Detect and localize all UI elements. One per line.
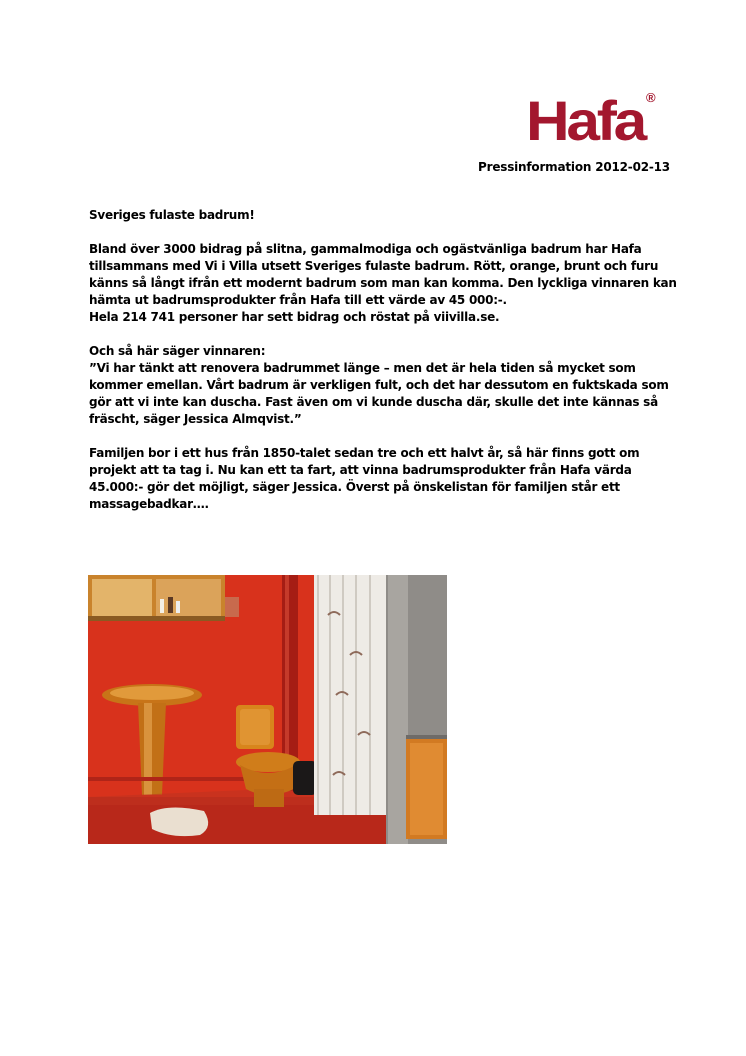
text-line: kommer emellan. Vårt badrum är verkligen fult, och det har dessutom en fuktskada som <box>89 378 669 392</box>
text-line: gör att vi inte kan duscha. Fast även om vi kunde duscha där, skulle det inte kännas så <box>89 395 658 409</box>
text-line: Hela 214 741 personer har sett bidrag och röstat på viivilla.se. <box>89 310 500 324</box>
text-line: projekt att ta tag i. Nu kan ett ta fart, att vinna badrumsprodukter från Hafa värda <box>89 463 632 477</box>
text-line: Bland över 3000 bidrag på slitna, gammalmodiga och ogästvänliga badrum har Hafa <box>89 242 642 256</box>
bathroom-photo <box>88 575 447 844</box>
text-line: massagebadkar…. <box>89 497 209 511</box>
text-line: Familjen bor i ett hus från 1850-talet sedan tre och ett halvt år, så här finns gott om <box>89 446 640 460</box>
paragraph-intro <box>89 241 679 326</box>
text-line: Och så här säger vinnaren: <box>89 344 266 358</box>
text-line: hämta ut badrumsprodukter från Hafa till ett värde av 45 000:-. <box>89 293 507 307</box>
paragraph-family <box>89 445 679 513</box>
text-line: ”Vi har tänkt att renovera badrummet länge – men det är hela tiden så mycket som <box>89 361 636 375</box>
text-line: känns så långt ifrån ett modernt badrum som man kan komma. Den lyckliga vinnaren kan <box>89 276 677 290</box>
press-info-date: Pressinformation 2012-02-13 <box>478 160 670 174</box>
logo-text: Hafa <box>526 89 649 146</box>
paragraph-quote <box>89 343 679 428</box>
registered-mark: ® <box>646 90 656 105</box>
article-headline: Sveriges fulaste badrum! <box>89 208 255 222</box>
text-line: fräscht, säger Jessica Almqvist.” <box>89 412 302 426</box>
text-line: 45.000:- gör det möjligt, säger Jessica. Överst på önskelistan för familjen står ett <box>89 480 620 494</box>
text-line: tillsammans med Vi i Villa utsett Sveriges fulaste badrum. Rött, orange, brunt och furu <box>89 259 659 273</box>
article-body <box>89 207 679 513</box>
hafa-logo <box>524 88 660 146</box>
